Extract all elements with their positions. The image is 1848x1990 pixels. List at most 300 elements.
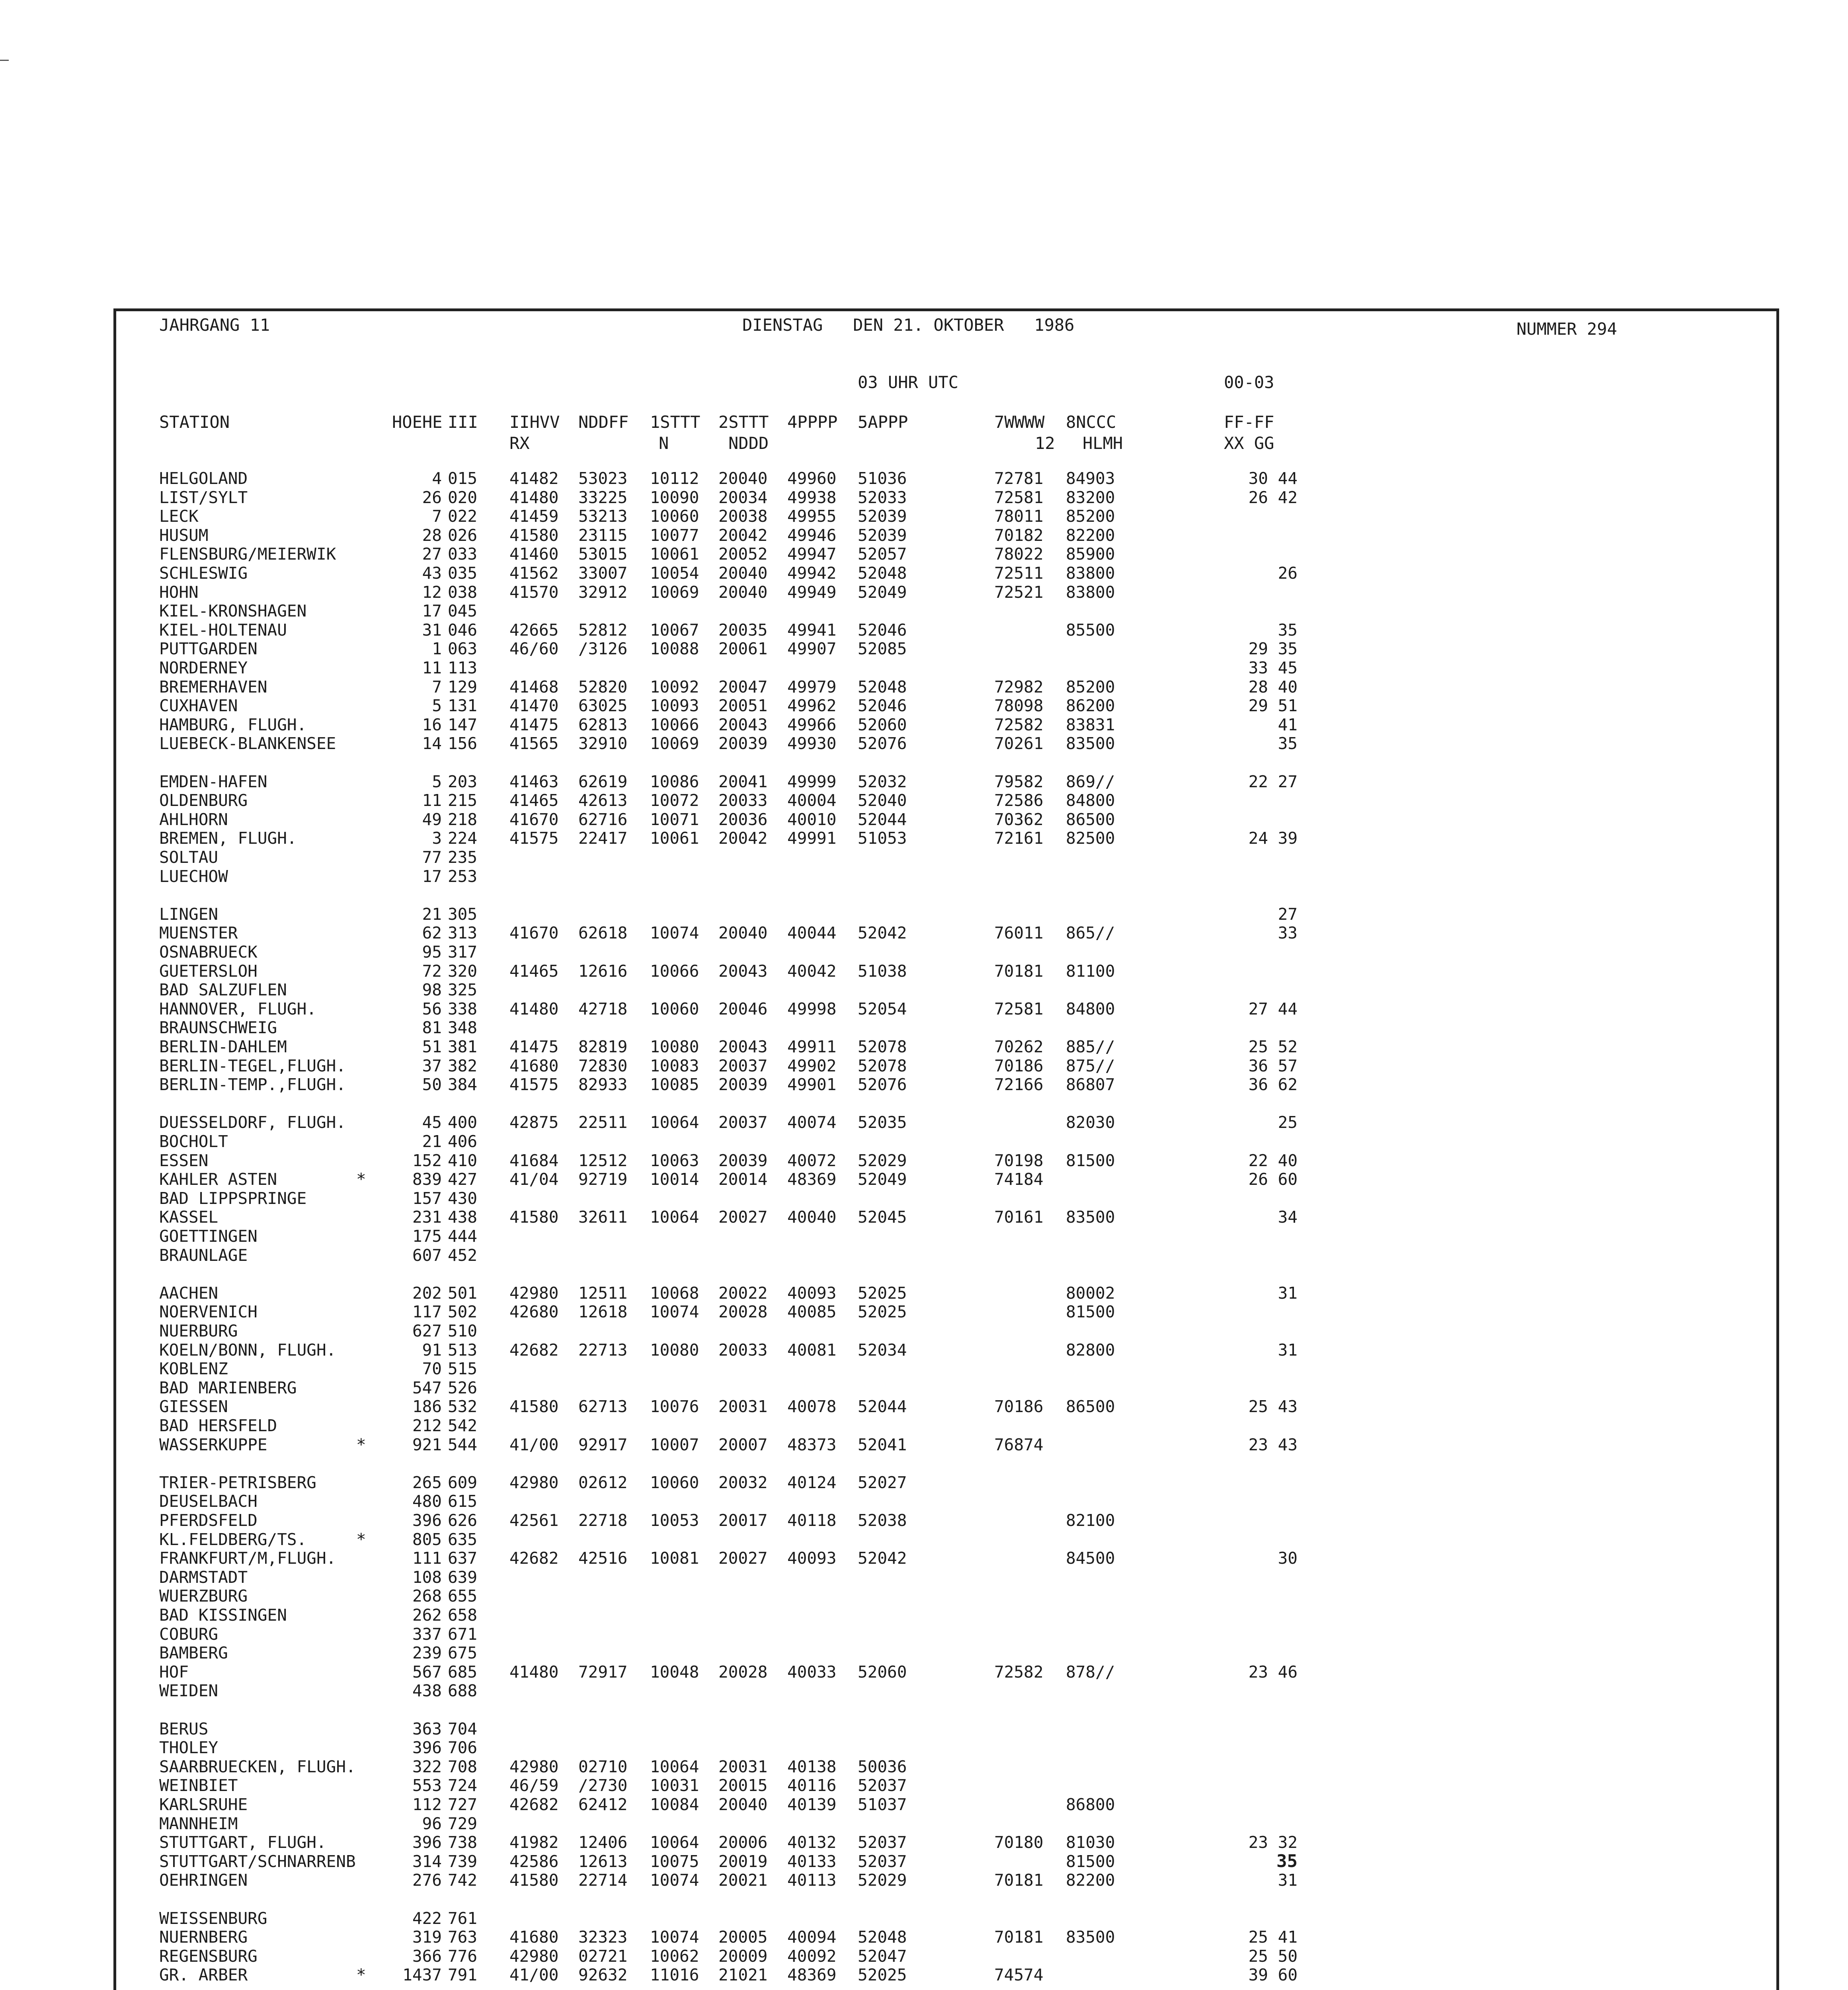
cell-7wwww: 70181 (994, 961, 1044, 981)
cell-iii: 035 (448, 564, 478, 583)
cell-nddff: 22714 (578, 1871, 628, 1890)
cell-1sttt: 10048 (650, 1662, 699, 1682)
cell-7wwww: 70261 (994, 734, 1044, 753)
cell-8nccc: 80002 (1066, 1283, 1115, 1303)
cell-8nccc: 885// (1066, 1037, 1115, 1056)
cell-station: REGENSBURG (159, 1946, 258, 1966)
cell-station: LIST/SYLT (159, 488, 248, 507)
cell-iii: 253 (448, 866, 478, 886)
cell-iihvv: 41684 (509, 1151, 559, 1170)
cell-8nccc: 81500 (1066, 1151, 1115, 1170)
col-ff-ff: FF-FF (1224, 412, 1274, 432)
cell-station: BREMERHAVEN (159, 677, 267, 696)
cell-iii: 658 (448, 1606, 478, 1625)
cell-8nccc: 83200 (1066, 488, 1115, 507)
cell-4pppp: 49998 (787, 999, 837, 1018)
cell-iii: 738 (448, 1833, 478, 1852)
cell-7wwww: 70181 (994, 1871, 1044, 1890)
cell-iihvv: 42682 (509, 1795, 559, 1814)
cell-hoehe: 438 (412, 1681, 442, 1701)
cell-hoehe: 805 (412, 1530, 442, 1549)
col-rx: RX (509, 433, 530, 453)
cell-iii: 235 (448, 848, 478, 867)
cell-8nccc: 84903 (1066, 469, 1115, 488)
cell-4pppp: 40081 (787, 1340, 837, 1360)
cell-iihvv: 41480 (509, 1662, 559, 1682)
cell-iihvv: 46/60 (509, 639, 559, 659)
col-2sttt: 2STTT (718, 412, 769, 432)
cell-5appp: 52039 (858, 525, 907, 545)
cell-iihvv: 42682 (509, 1340, 559, 1360)
cell-station: NORDERNEY (159, 658, 248, 677)
cell-ff-ff: 23 43 (1248, 1435, 1298, 1454)
cell-5appp: 52025 (858, 1302, 907, 1322)
cell-ff-ff: 30 (1278, 1549, 1298, 1568)
cell-5appp: 52048 (858, 1928, 907, 1947)
cell-iii: 655 (448, 1586, 478, 1606)
cell-station: BAD HERSFELD (159, 1416, 277, 1435)
cell-2sttt: 20034 (718, 488, 768, 507)
cell-iihvv: 42980 (509, 1946, 559, 1966)
cell-hoehe: 5 (432, 696, 442, 716)
cell-iii: 022 (448, 507, 478, 526)
cell-station: AHLHORN (159, 810, 228, 829)
cell-ff-ff: 35 (1278, 620, 1298, 640)
cell-ff-ff: 36 57 (1248, 1056, 1298, 1075)
cell-station: OSNABRUECK (159, 942, 258, 962)
cell-2sttt: 20040 (718, 582, 768, 602)
cell-5appp: 51053 (858, 829, 907, 848)
cell-iihvv: 41482 (509, 469, 559, 488)
cell-ff-ff: 34 (1278, 1208, 1298, 1227)
cell-5appp: 52035 (858, 1113, 907, 1132)
cell-ff-ff: 33 (1278, 923, 1298, 943)
cell-station: TRIER-PETRISBERG (159, 1473, 316, 1492)
cell-5appp: 52047 (858, 1946, 907, 1966)
cell-iihvv: 42665 (509, 620, 559, 640)
cell-2sttt: 20039 (718, 734, 768, 753)
cell-7wwww: 78011 (994, 507, 1044, 526)
cell-nddff: 22511 (578, 1113, 628, 1132)
cell-1sttt: 10064 (650, 1208, 699, 1227)
cell-8nccc: 83800 (1066, 564, 1115, 583)
cell-5appp: 52044 (858, 810, 907, 829)
cell-ff-ff: 30 44 (1248, 469, 1298, 488)
cell-station: KARLSRUHE (159, 1795, 248, 1814)
cell-7wwww: 70262 (994, 1037, 1044, 1056)
cell-hoehe: 43 (422, 564, 442, 583)
cell-iii: 615 (448, 1492, 478, 1511)
cell-4pppp: 40113 (787, 1871, 837, 1890)
cell-5appp: 51037 (858, 1795, 907, 1814)
cell-hoehe: 152 (412, 1151, 442, 1170)
cell-8nccc: 81500 (1066, 1302, 1115, 1322)
cell-7wwww: 72582 (994, 1662, 1044, 1682)
cell-station: MANNHEIM (159, 1814, 238, 1833)
cell-4pppp: 40074 (787, 1113, 837, 1132)
cell-iii: 430 (448, 1188, 478, 1208)
cell-2sttt: 20027 (718, 1549, 768, 1568)
cell-iii: 406 (448, 1132, 478, 1151)
mountain-station-marker: * (356, 1530, 366, 1549)
cell-iii: 384 (448, 1075, 478, 1094)
cell-7wwww: 78022 (994, 544, 1044, 564)
cell-iii: 544 (448, 1435, 478, 1454)
cell-station: ESSEN (159, 1151, 209, 1170)
cell-7wwww: 70180 (994, 1833, 1044, 1852)
cell-2sttt: 20009 (718, 1946, 768, 1966)
cell-7wwww: 70161 (994, 1208, 1044, 1227)
cell-iihvv: 41670 (509, 810, 559, 829)
cell-nddff: 92632 (578, 1965, 628, 1985)
cell-5appp: 52032 (858, 772, 907, 791)
cell-1sttt: 10071 (650, 810, 699, 829)
cell-hoehe: 627 (412, 1321, 442, 1340)
cell-4pppp: 49907 (787, 639, 837, 659)
cell-4pppp: 49962 (787, 696, 837, 716)
cell-iii: 218 (448, 810, 478, 829)
cell-iihvv: 42682 (509, 1549, 559, 1568)
cell-iii: 320 (448, 961, 478, 981)
cell-station: OLDENBURG (159, 791, 248, 810)
cell-hoehe: 314 (412, 1851, 442, 1871)
cell-hoehe: 1 (432, 639, 442, 659)
cell-hoehe: 31 (422, 620, 442, 640)
cell-hoehe: 276 (412, 1871, 442, 1890)
cell-2sttt: 20047 (718, 677, 768, 696)
cell-station: KOELN/BONN, FLUGH. (159, 1340, 336, 1360)
cell-station: BERLIN-TEMP.,FLUGH. (159, 1075, 346, 1094)
cell-2sttt: 20039 (718, 1151, 768, 1170)
cell-7wwww: 74184 (994, 1170, 1044, 1189)
cell-2sttt: 20028 (718, 1302, 768, 1322)
cell-station: HOF (159, 1662, 189, 1682)
cell-iihvv: 41/00 (509, 1435, 559, 1454)
cell-8nccc: 875// (1066, 1056, 1115, 1075)
cell-2sttt: 20028 (718, 1662, 768, 1682)
cell-4pppp: 49949 (787, 582, 837, 602)
cell-ff-ff: 29 51 (1248, 696, 1298, 716)
col-5appp: 5APPP (858, 412, 908, 432)
cell-iii: 129 (448, 677, 478, 696)
cell-4pppp: 40040 (787, 1208, 837, 1227)
cell-iihvv: 41459 (509, 507, 559, 526)
cell-iii: 763 (448, 1928, 478, 1947)
cell-station: KOBLENZ (159, 1359, 228, 1379)
cell-iii: 020 (448, 488, 478, 507)
cell-2sttt: 20037 (718, 1113, 768, 1132)
cell-5appp: 52076 (858, 734, 907, 753)
cell-7wwww: 72781 (994, 469, 1044, 488)
cell-ff-ff: 41 (1278, 715, 1298, 734)
cell-2sttt: 20007 (718, 1435, 768, 1454)
cell-7wwww: 70362 (994, 810, 1044, 829)
cell-iihvv: 41/00 (509, 1965, 559, 1985)
cell-8nccc: 84800 (1066, 791, 1115, 810)
cell-hoehe: 396 (412, 1511, 442, 1530)
cell-iii: 305 (448, 904, 478, 924)
cell-ff-ff: 24 39 (1248, 829, 1298, 848)
cell-7wwww: 70198 (994, 1151, 1044, 1170)
cell-4pppp: 40132 (787, 1833, 837, 1852)
cell-hoehe: 921 (412, 1435, 442, 1454)
cell-ff-ff: 26 60 (1248, 1170, 1298, 1189)
cell-nddff: 02721 (578, 1946, 628, 1966)
cell-station: HAMBURG, FLUGH. (159, 715, 307, 734)
cell-1sttt: 10053 (650, 1511, 699, 1530)
cell-hoehe: 396 (412, 1833, 442, 1852)
ff-range-label: 00-03 (1224, 373, 1274, 392)
cell-station: BAMBERG (159, 1643, 228, 1663)
cell-4pppp: 48369 (787, 1170, 837, 1189)
cell-hoehe: 91 (422, 1340, 442, 1360)
cell-station: BERUS (159, 1719, 209, 1738)
cell-iii: 381 (448, 1037, 478, 1056)
cell-4pppp: 49941 (787, 620, 837, 640)
cell-7wwww: 76011 (994, 923, 1044, 943)
cell-iii: 510 (448, 1321, 478, 1340)
cell-4pppp: 49979 (787, 677, 837, 696)
cell-2sttt: 20021 (718, 1871, 768, 1890)
cell-ff-ff: 26 (1278, 564, 1298, 583)
cell-iii: 317 (448, 942, 478, 962)
cell-7wwww: 78098 (994, 696, 1044, 716)
cell-ff-ff: 33 45 (1248, 658, 1298, 677)
cell-4pppp: 40116 (787, 1776, 837, 1795)
cell-iihvv: 46/59 (509, 1776, 559, 1795)
cell-4pppp: 49902 (787, 1056, 837, 1075)
cell-iihvv: 41670 (509, 923, 559, 943)
cell-iii: 501 (448, 1283, 478, 1303)
cell-station: KIEL-HOLTENAU (159, 620, 287, 640)
cell-4pppp: 49938 (787, 488, 837, 507)
cell-nddff: 62412 (578, 1795, 628, 1814)
cell-1sttt: 10080 (650, 1037, 699, 1056)
cell-ff-ff: 35 (1276, 1851, 1298, 1871)
cell-station: PUTTGARDEN (159, 639, 258, 659)
cell-station: NUERBURG (159, 1321, 238, 1340)
cell-station: COBURG (159, 1624, 219, 1644)
cell-iii: 639 (448, 1567, 478, 1587)
cell-8nccc: 82200 (1066, 525, 1115, 545)
cell-nddff: 62713 (578, 1397, 628, 1416)
cell-ff-ff: 31 (1278, 1283, 1298, 1303)
cell-7wwww: 70186 (994, 1397, 1044, 1416)
cell-iii: 685 (448, 1662, 478, 1682)
cell-5appp: 52048 (858, 564, 907, 583)
cell-ff-ff: 27 44 (1248, 999, 1298, 1018)
cell-1sttt: 10064 (650, 1833, 699, 1852)
cell-iii: 513 (448, 1340, 478, 1360)
cell-station: KL.FELDBERG/TS. (159, 1530, 307, 1549)
cell-nddff: 22713 (578, 1340, 628, 1360)
cell-station: WEISSENBURG (159, 1908, 267, 1928)
cell-hoehe: 212 (412, 1416, 442, 1435)
cell-8nccc: 83500 (1066, 1928, 1115, 1947)
cell-nddff: 02710 (578, 1757, 628, 1776)
cell-1sttt: 10088 (650, 639, 699, 659)
cell-nddff: 23115 (578, 525, 628, 545)
cell-nddff: 33007 (578, 564, 628, 583)
cell-iii: 761 (448, 1908, 478, 1928)
cell-iihvv: 42980 (509, 1473, 559, 1492)
cell-iii: 203 (448, 772, 478, 791)
cell-5appp: 52078 (858, 1056, 907, 1075)
cell-2sttt: 20019 (718, 1851, 768, 1871)
cell-iii: 727 (448, 1795, 478, 1814)
col-n: N (659, 433, 669, 453)
cell-5appp: 52078 (858, 1037, 907, 1056)
cell-8nccc: 86500 (1066, 810, 1115, 829)
cell-hoehe: 117 (412, 1302, 442, 1322)
cell-hoehe: 17 (422, 866, 442, 886)
cell-2sttt: 20040 (718, 564, 768, 583)
cell-hoehe: 265 (412, 1473, 442, 1492)
cell-iii: 706 (448, 1738, 478, 1758)
cell-nddff: 12613 (578, 1851, 628, 1871)
cell-ff-ff: 35 (1278, 734, 1298, 753)
cell-8nccc: 869// (1066, 772, 1115, 791)
cell-2sttt: 20061 (718, 639, 768, 659)
cell-station: MUENSTER (159, 923, 238, 943)
cell-nddff: 92917 (578, 1435, 628, 1454)
cell-nddff: 82819 (578, 1037, 628, 1056)
cell-station: STUTTGART/SCHNARRENB (159, 1851, 356, 1871)
cell-hoehe: 70 (422, 1359, 442, 1379)
cell-4pppp: 40124 (787, 1473, 837, 1492)
cell-2sttt: 20046 (718, 999, 768, 1018)
cell-8nccc: 85900 (1066, 544, 1115, 564)
cell-1sttt: 10069 (650, 582, 699, 602)
col-4pppp: 4PPPP (787, 412, 838, 432)
observation-time: 03 UHR UTC (858, 373, 958, 392)
mountain-station-marker: * (356, 1965, 366, 1985)
cell-station: GR. ARBER (159, 1965, 248, 1985)
cell-nddff: 33225 (578, 488, 628, 507)
cell-hoehe: 839 (412, 1170, 442, 1189)
cell-hoehe: 12 (422, 582, 442, 602)
cell-8nccc: 86800 (1066, 1795, 1115, 1814)
cell-nddff: 22718 (578, 1511, 628, 1530)
cell-hoehe: 363 (412, 1719, 442, 1738)
cell-nddff: 32912 (578, 582, 628, 602)
cell-hoehe: 1437 (402, 1965, 442, 1985)
cell-iii: 382 (448, 1056, 478, 1075)
cell-station: HOHN (159, 582, 199, 602)
cell-nddff: 63025 (578, 696, 628, 716)
cell-8nccc: 85200 (1066, 507, 1115, 526)
cell-iihvv: 41475 (509, 1037, 559, 1056)
cell-station: WASSERKUPPE (159, 1435, 267, 1454)
cell-iihvv: 41465 (509, 961, 559, 981)
cell-iihvv: 41463 (509, 772, 559, 791)
cell-nddff: 22417 (578, 829, 628, 848)
cell-8nccc: 83800 (1066, 582, 1115, 602)
cell-station: BOCHOLT (159, 1132, 228, 1151)
cell-station: KASSEL (159, 1208, 219, 1227)
cell-1sttt: 10086 (650, 772, 699, 791)
cell-2sttt: 20027 (718, 1208, 768, 1227)
cell-hoehe: 553 (412, 1776, 442, 1795)
cell-hoehe: 366 (412, 1946, 442, 1966)
cell-8nccc: 86200 (1066, 696, 1115, 716)
cell-iihvv: 41470 (509, 696, 559, 716)
cell-2sttt: 20037 (718, 1056, 768, 1075)
cell-4pppp: 49999 (787, 772, 837, 791)
cell-5appp: 52029 (858, 1871, 907, 1890)
cell-nddff: 82933 (578, 1075, 628, 1094)
cell-2sttt: 20031 (718, 1397, 768, 1416)
cell-7wwww: 70182 (994, 525, 1044, 545)
cell-hoehe: 422 (412, 1908, 442, 1928)
cell-hoehe: 175 (412, 1227, 442, 1246)
cell-station: LUECHOW (159, 866, 228, 886)
cell-8nccc: 81030 (1066, 1833, 1115, 1852)
cell-iihvv: 42561 (509, 1511, 559, 1530)
cell-4pppp: 48373 (787, 1435, 837, 1454)
cell-hoehe: 45 (422, 1113, 442, 1132)
cell-8nccc: 83500 (1066, 1208, 1115, 1227)
cell-iii: 526 (448, 1378, 478, 1397)
cell-iihvv: 41460 (509, 544, 559, 564)
cell-iihvv: 41468 (509, 677, 559, 696)
cell-1sttt: 10063 (650, 1151, 699, 1170)
cell-hoehe: 547 (412, 1378, 442, 1397)
cell-5appp: 52039 (858, 507, 907, 526)
col-12: 12 (1035, 433, 1055, 453)
cell-1sttt: 10061 (650, 829, 699, 848)
cell-iihvv: 42980 (509, 1283, 559, 1303)
cell-nddff: 42613 (578, 791, 628, 810)
cell-5appp: 51036 (858, 469, 907, 488)
cell-iii: 348 (448, 1018, 478, 1038)
cell-hoehe: 56 (422, 999, 442, 1018)
cell-ff-ff: 31 (1278, 1871, 1298, 1890)
cell-1sttt: 10060 (650, 999, 699, 1018)
cell-nddff: 42718 (578, 999, 628, 1018)
cell-iii: 444 (448, 1227, 478, 1246)
cell-5appp: 52046 (858, 620, 907, 640)
cell-iihvv: 41580 (509, 1397, 559, 1416)
cell-4pppp: 49955 (787, 507, 837, 526)
cell-hoehe: 480 (412, 1492, 442, 1511)
cell-7wwww: 79582 (994, 772, 1044, 791)
cell-1sttt: 10064 (650, 1757, 699, 1776)
cell-hoehe: 50 (422, 1075, 442, 1094)
cell-7wwww: 72582 (994, 715, 1044, 734)
cell-5appp: 52054 (858, 999, 907, 1018)
cell-1sttt: 10085 (650, 1075, 699, 1094)
cell-4pppp: 40092 (787, 1946, 837, 1966)
cell-7wwww: 70181 (994, 1928, 1044, 1947)
cell-5appp: 52045 (858, 1208, 907, 1227)
cell-iii: 400 (448, 1113, 478, 1132)
cell-iii: 626 (448, 1511, 478, 1530)
cell-station: BAD MARIENBERG (159, 1378, 297, 1397)
cell-1sttt: 10074 (650, 1302, 699, 1322)
cell-iii: 215 (448, 791, 478, 810)
cell-4pppp: 40044 (787, 923, 837, 943)
cell-1sttt: 10062 (650, 1946, 699, 1966)
cell-iii: 708 (448, 1757, 478, 1776)
cell-station: DUESSELDORF, FLUGH. (159, 1113, 346, 1132)
cell-nddff: /3126 (578, 639, 628, 659)
cell-2sttt: 20005 (718, 1928, 768, 1947)
cell-station: EMDEN-HAFEN (159, 772, 267, 791)
cell-7wwww: 72521 (994, 582, 1044, 602)
cell-hoehe: 37 (422, 1056, 442, 1075)
cell-4pppp: 40133 (787, 1851, 837, 1871)
